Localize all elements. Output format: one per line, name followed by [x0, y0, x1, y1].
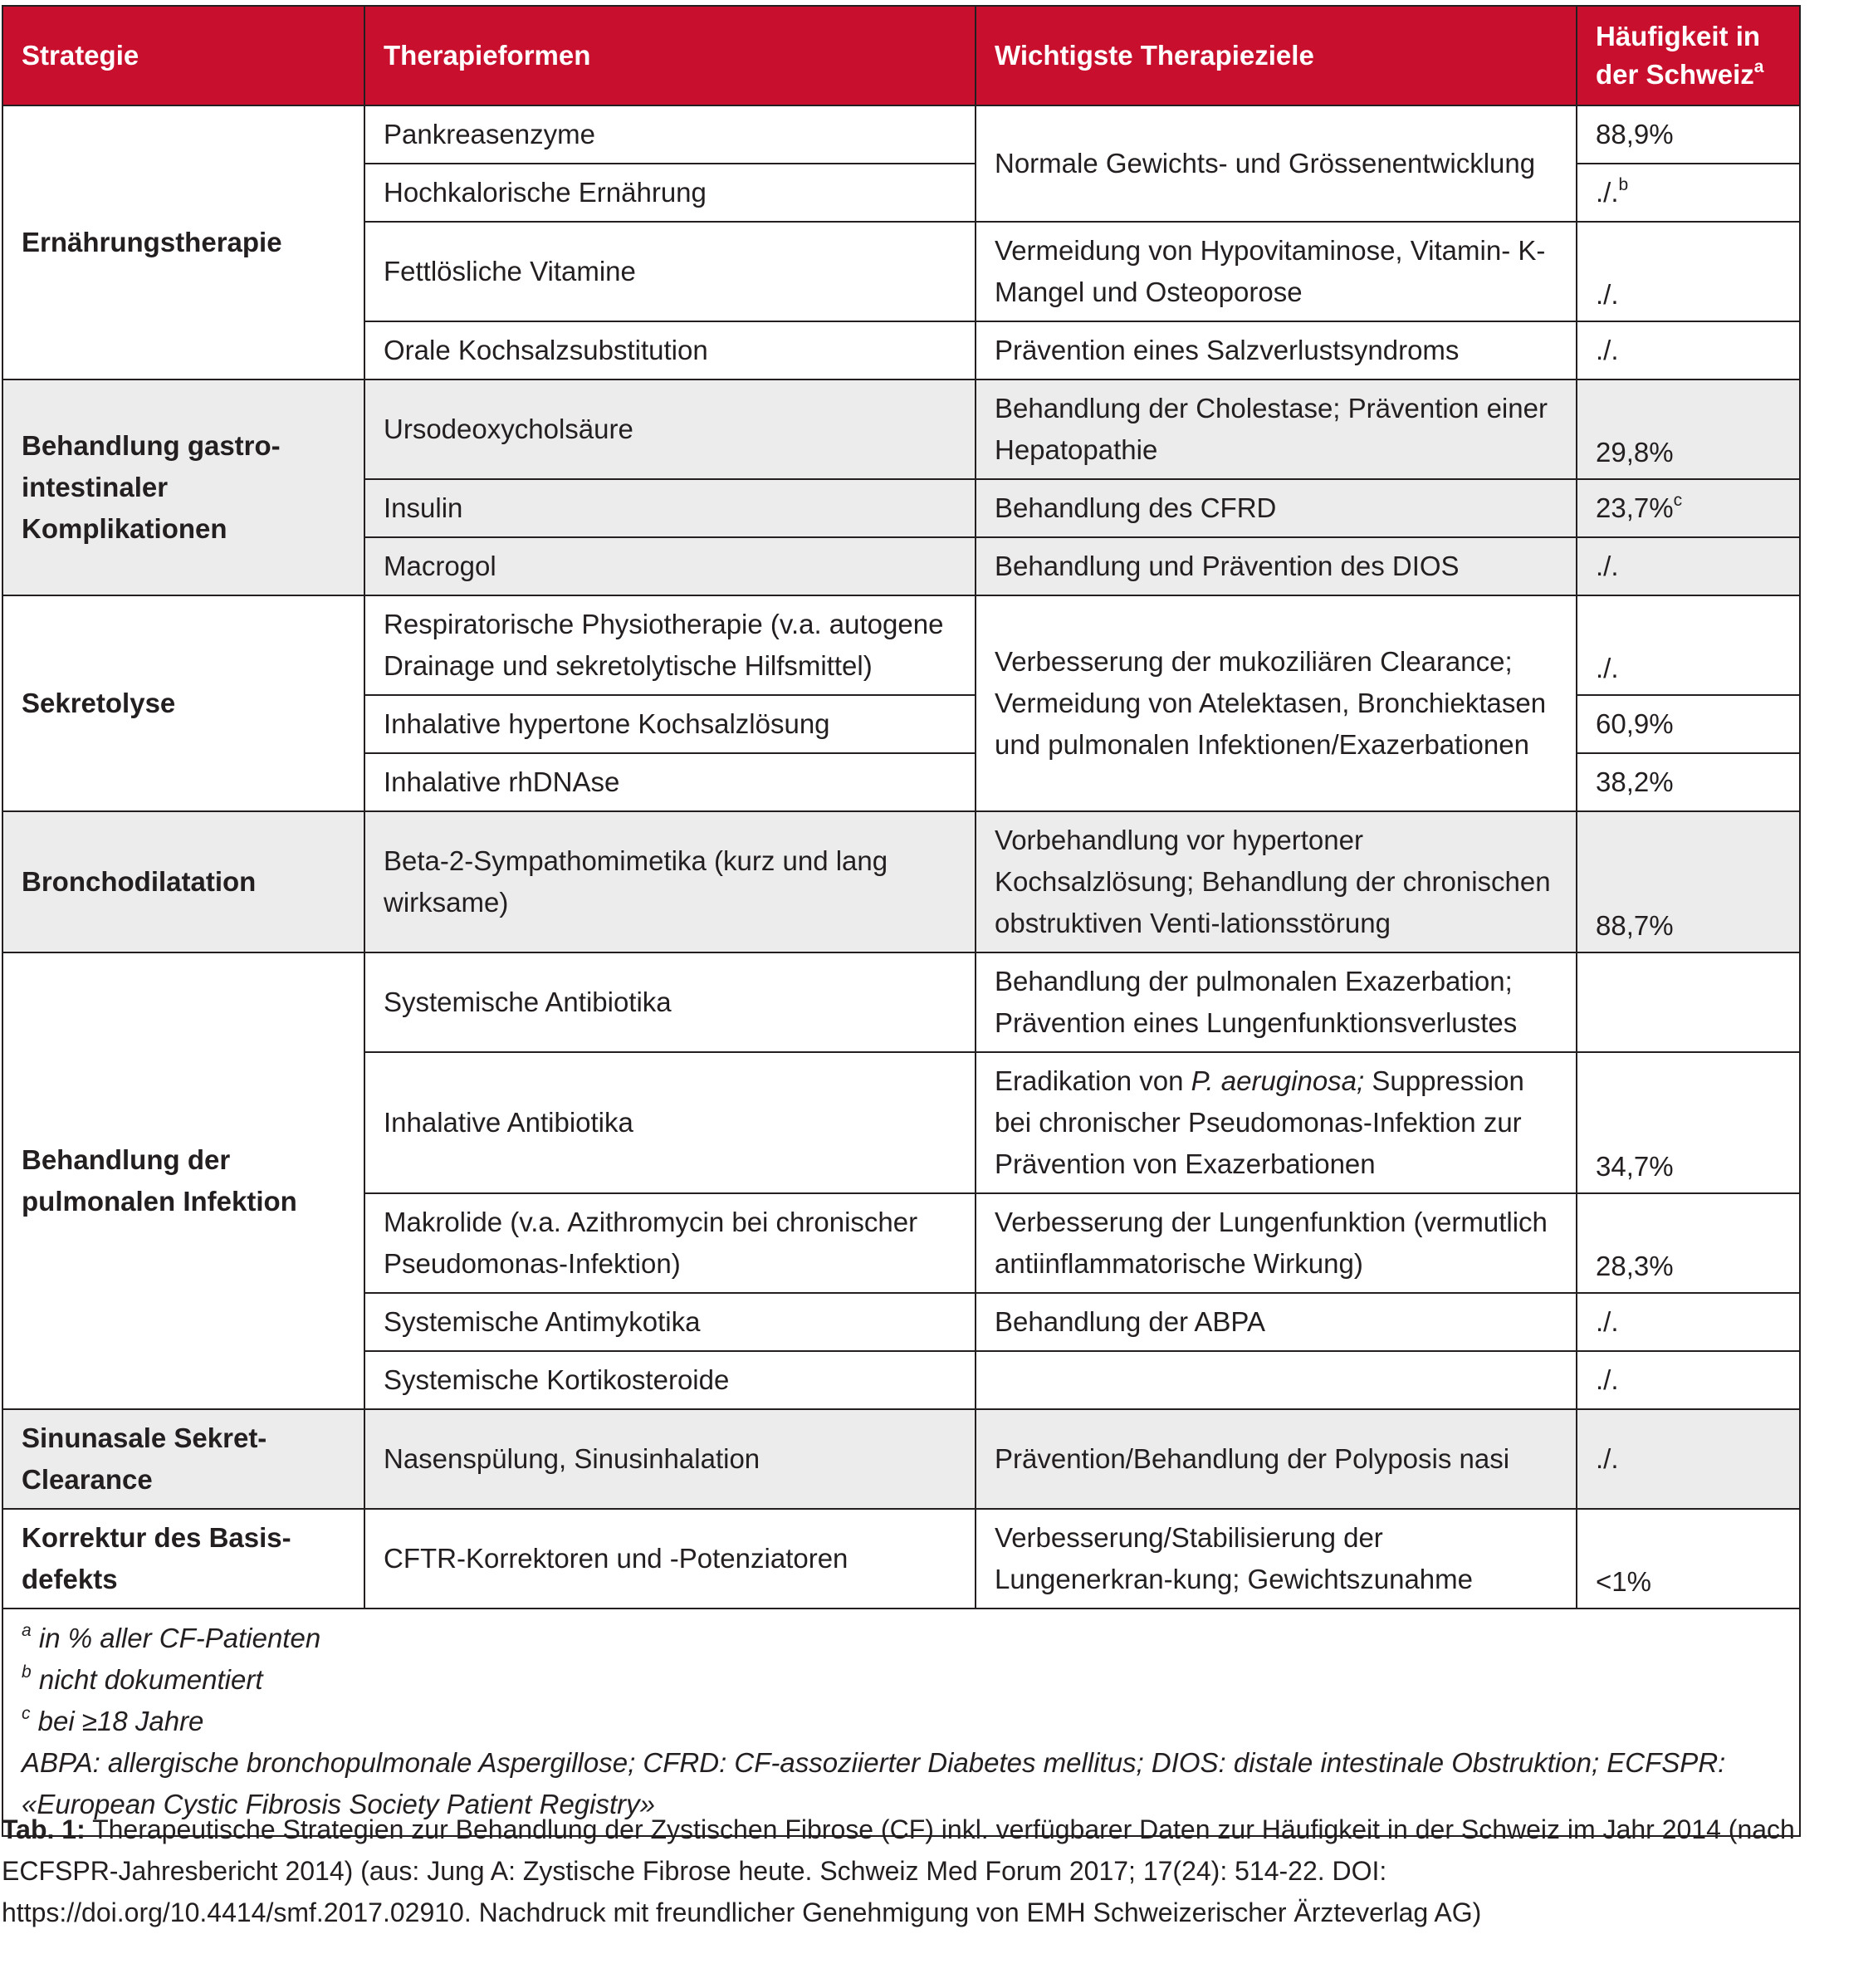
- footnote-text: bei ≥18 Jahre: [30, 1706, 204, 1736]
- therapy-goal-cell: Verbesserung der Lungenfunktion (vermutlich antiinflammatorische Wirkung): [976, 1193, 1577, 1293]
- therapy-form-cell: CFTR-Korrektoren und -Potenziatoren: [364, 1509, 976, 1609]
- therapy-goal-cell: Vermeidung von Hypovitaminose, Vitamin- K-Mangel und Osteoporose: [976, 222, 1577, 321]
- table-row: [2, 595, 1800, 695]
- therapy-form-cell: Ursodeoxycholsäure: [364, 379, 976, 479]
- goal-text: Suppression bei chronischer Pseudomonas-Infektion zur Prävention von Exazerbationen: [995, 1065, 1524, 1179]
- frequency-cell: [1577, 164, 1800, 222]
- frequency-cell: ./.: [1577, 1293, 1800, 1351]
- footnote-text: nicht dokumentiert: [31, 1664, 263, 1695]
- footnotes-row: [2, 1609, 1800, 1836]
- therapy-form-cell: Pankreasenzyme: [364, 105, 976, 164]
- therapy-goal-cell: Behandlung der pulmonalen Exazerbation; Prävention eines Lungenfunktionsverlustes: [976, 952, 1577, 1052]
- frequency-cell: <1%: [1577, 1509, 1800, 1609]
- frequency-cell: 60,9%: [1577, 695, 1800, 753]
- abbreviations: ABPA: allergische bronchopulmonale Aspergillose; CFRD: CF-assoziierter Diabetes mellitus; DIOS: distale intestinale Obstruktion; ECFSPR: «European Cystic Fibrosis Society Patient Registry»: [22, 1747, 1726, 1819]
- table-row: [2, 952, 1800, 1052]
- table-row: [2, 1509, 1800, 1609]
- therapy-form-cell: Respiratorische Physiotherapie (v.a. autogene Drainage und sekretolytische Hilfsmittel): [364, 595, 976, 695]
- therapy-form-cell: Hochkalorische Ernährung: [364, 164, 976, 222]
- table-row: [2, 811, 1800, 952]
- frequency-value: ./.: [1596, 177, 1619, 208]
- table-row: [2, 1409, 1800, 1509]
- frequency-cell: 38,2%: [1577, 753, 1800, 811]
- footnote-b: [22, 1659, 1781, 1701]
- footnote-marker: b: [1618, 175, 1629, 194]
- strategy-cell: Ernährungstherapie: [2, 105, 364, 379]
- therapy-form-cell: Orale Kochsalzsubstitution: [364, 321, 976, 379]
- frequency-value: 23,7%: [1596, 492, 1674, 523]
- frequency-cell: ./.: [1577, 595, 1800, 695]
- therapy-form-cell: Inhalative Antibiotika: [364, 1052, 976, 1193]
- therapy-goal-cell: Verbesserung der mukoziliären Clearance; Vermeidung von Atelektasen, Bronchiektasen und pulmonalen Infektionen/Exazerbationen: [976, 595, 1577, 811]
- therapy-goal-cell: Prävention eines Salzverlustsyndroms: [976, 321, 1577, 379]
- footnote-marker: c: [22, 1704, 31, 1723]
- frequency-cell: 28,3%: [1577, 1193, 1800, 1293]
- caption-text: Therapeutische Strategien zur Behandlung der Zystischen Fibrose (CF) inkl. verfügbarer Daten zur Häufigkeit in der Schweiz im Jahr 2014 (nach ECFSPR-Jahresbericht 2014) (aus: Jung A: Zystische Fibrose heute. Schweiz Med Forum 2017; 17(24): 514-22. DOI: https://doi.org/10.4414/smf.2017.02910. Nachdruck mit freundlicher Genehmigung von EMH Schweizerischer Ärzteverlag AG): [2, 1814, 1795, 1927]
- therapy-goal-cell: Prävention/Behandlung der Polyposis nasi: [976, 1409, 1577, 1509]
- therapy-form-cell: Inhalative hypertone Kochsalzlösung: [364, 695, 976, 753]
- caption-label: Tab. 1:: [2, 1814, 86, 1844]
- therapy-form-cell: Inhalative rhDNAse: [364, 753, 976, 811]
- therapy-form-cell: Beta-2-Sympathomimetika (kurz und lang wirksame): [364, 811, 976, 952]
- therapy-goal-cell: [976, 1052, 1577, 1193]
- footnote-marker: a: [22, 1621, 32, 1640]
- table-row: [2, 105, 1800, 164]
- frequency-cell: ./.: [1577, 222, 1800, 321]
- frequency-cell: ./.: [1577, 537, 1800, 595]
- frequency-cell: [1577, 952, 1800, 1052]
- header-frequency-label: Häufigkeit in der Schweiz: [1596, 21, 1761, 90]
- table-caption: [2, 1809, 1803, 1933]
- frequency-cell: ./.: [1577, 321, 1800, 379]
- therapy-form-cell: Macrogol: [364, 537, 976, 595]
- strategy-cell: Sekretolyse: [2, 595, 364, 811]
- therapy-form-cell: Systemische Antibiotika: [364, 952, 976, 1052]
- footnote-marker: c: [1673, 491, 1683, 510]
- table-header-row: [2, 6, 1800, 105]
- strategy-cell: Korrektur des Basis-defekts: [2, 1509, 364, 1609]
- footnote-marker: b: [22, 1662, 32, 1682]
- therapy-goal-cell: Behandlung der ABPA: [976, 1293, 1577, 1351]
- frequency-cell: 29,8%: [1577, 379, 1800, 479]
- therapy-form-cell: Fettlösliche Vitamine: [364, 222, 976, 321]
- therapy-goal-cell: Verbesserung/Stabilisierung der Lungenerkran-kung; Gewichtszunahme: [976, 1509, 1577, 1609]
- therapy-goal-cell: Vorbehandlung vor hypertoner Kochsalzlösung; Behandlung der chronischen obstruktiven Venti-lationsstörung: [976, 811, 1577, 952]
- frequency-cell: 88,7%: [1577, 811, 1800, 952]
- footnotes: [2, 1609, 1800, 1836]
- therapy-form-cell: Systemische Antimykotika: [364, 1293, 976, 1351]
- therapy-goal-cell: Behandlung des CFRD: [976, 479, 1577, 537]
- goal-text: Eradikation von: [995, 1065, 1191, 1096]
- strategy-cell: Behandlung der pulmonalen Infektion: [2, 952, 364, 1409]
- therapy-goal-cell: [976, 1351, 1577, 1409]
- header-frequency: [1577, 6, 1800, 105]
- strategy-cell: Sinunasale Sekret-Clearance: [2, 1409, 364, 1509]
- header-goals: Wichtigste Therapieziele: [976, 6, 1577, 105]
- frequency-cell: 88,9%: [1577, 105, 1800, 164]
- therapy-form-cell: Insulin: [364, 479, 976, 537]
- footnote-a: [22, 1618, 1781, 1659]
- frequency-cell: [1577, 479, 1800, 537]
- therapy-goal-cell: Behandlung der Cholestase; Prävention einer Hepatopathie: [976, 379, 1577, 479]
- strategy-cell: Behandlung gastro-intestinaler Komplikationen: [2, 379, 364, 595]
- header-forms: Therapieformen: [364, 6, 976, 105]
- therapy-goal-cell: Normale Gewichts- und Grössenentwicklung: [976, 105, 1577, 222]
- therapy-form-cell: Systemische Kortikosteroide: [364, 1351, 976, 1409]
- header-strategy: Strategie: [2, 6, 364, 105]
- footnote-marker: a: [1753, 57, 1764, 76]
- therapy-goal-cell: Behandlung und Prävention des DIOS: [976, 537, 1577, 595]
- footnote-text: in % aller CF-Patienten: [31, 1623, 321, 1653]
- frequency-cell: ./.: [1577, 1409, 1800, 1509]
- table-row: [2, 379, 1800, 479]
- goal-italic-text: P. aeruginosa;: [1191, 1065, 1365, 1096]
- therapy-form-cell: Makrolide (v.a. Azithromycin bei chronischer Pseudomonas-Infektion): [364, 1193, 976, 1293]
- footnote-c: [22, 1701, 1781, 1742]
- therapy-table: [2, 5, 1801, 1837]
- strategy-cell: Bronchodilatation: [2, 811, 364, 952]
- therapy-form-cell: Nasenspülung, Sinusinhalation: [364, 1409, 976, 1509]
- frequency-cell: 34,7%: [1577, 1052, 1800, 1193]
- frequency-cell: ./.: [1577, 1351, 1800, 1409]
